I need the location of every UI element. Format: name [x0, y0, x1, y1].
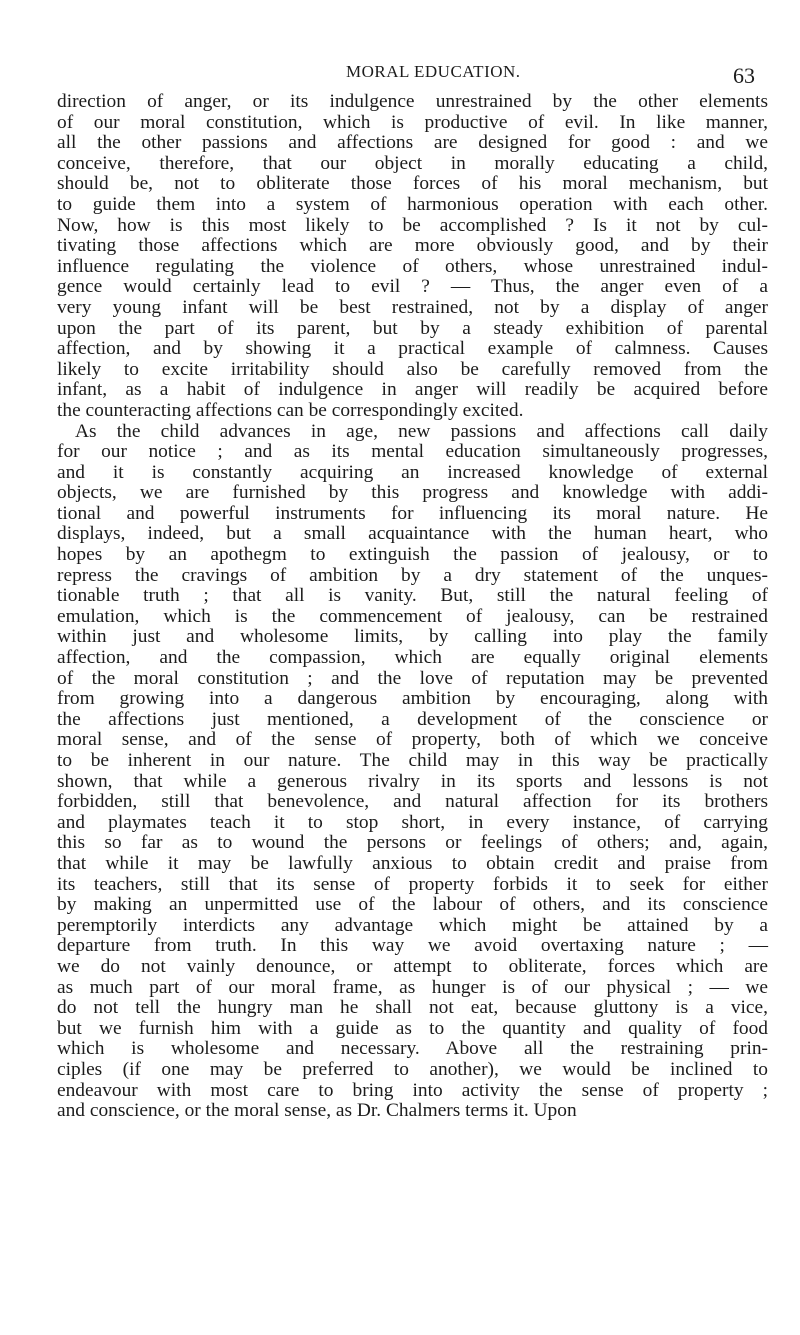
text-line: emulation, which is the commencement of jealousy, can be restrained [57, 605, 768, 627]
text-line: repress the cravings of ambition by a dry statement of the unques- [57, 564, 768, 586]
text-line: which is wholesome and necessary. Above all the restraining prin- [57, 1038, 768, 1060]
text-line: this so far as to wound the persons or feelings of others; and, again, [57, 832, 768, 854]
text-line: tional and powerful instruments for influencing its moral nature. He [57, 502, 768, 524]
text-line: by making an unpermitted use of the labour of others, and its conscience [57, 894, 768, 916]
text-line: and it is constantly acquiring an increased knowledge of external [57, 461, 768, 483]
text-line: and playmates teach it to stop short, in every instance, of carrying [57, 811, 768, 833]
text-line: gence would certainly lead to evil ? — Thus, the anger even of a [57, 276, 768, 298]
text-line: upon the part of its parent, but by a steady exhibition of parental [57, 317, 768, 339]
text-line: within just and wholesome limits, by calling into play the family [57, 626, 768, 648]
text-line: moral sense, and of the sense of property, both of which we conceive [57, 729, 768, 751]
text-line: hopes by an apothegm to extinguish the passion of jealousy, or to [57, 544, 768, 566]
text-line: affection, and the compassion, which are equally original elements [57, 647, 768, 669]
text-line: endeavour with most care to bring into activity the sense of property ; [57, 1079, 768, 1101]
text-line: but we furnish him with a guide as to the quantity and quality of food [57, 1017, 768, 1039]
text-line: direction of anger, or its indulgence unrestrained by the other elements [57, 91, 768, 112]
text-line: all the other passions and affections are designed for good : and we [57, 132, 768, 154]
text-line: and conscience, or the moral sense, as Dr. Chalmers terms it. Upon [57, 1100, 577, 1122]
text-line: to be inherent in our nature. The child may in this way be practically [57, 750, 768, 771]
text-line: should be, not to obliterate those forces of his moral mechanism, but [57, 173, 768, 195]
text-line: the affections just mentioned, a development of the conscience or [57, 708, 768, 730]
text-line: displays, indeed, but a small acquaintance with the human heart, who [57, 523, 768, 545]
text-line: the counteracting affections can be correspondingly excited. [57, 399, 524, 421]
text-line: do not tell the hungry man he shall not eat, because gluttony is a vice, [57, 997, 768, 1019]
text-line: Now, how is this most likely to be accomplished ? Is it not by cul- [57, 214, 768, 236]
text-line: from growing into a dangerous ambition by encouraging, along with [57, 688, 768, 710]
text-line: its teachers, still that its sense of property forbids it to seek for either [57, 873, 768, 895]
text-line: that while it may be lawfully anxious to obtain credit and praise from [57, 852, 768, 874]
text-line: objects, we are furnished by this progress and knowledge with addi- [57, 482, 768, 504]
text-line: of our moral constitution, which is productive of evil. In like manner, [57, 111, 768, 133]
running-head: MORAL EDUCATION. [346, 62, 521, 81]
text-line: tivating those affections which are more obviously good, and by their [57, 235, 768, 257]
page-number: 63 [733, 63, 755, 88]
text-line: peremptorily interdicts any advantage which might be attained by a [57, 914, 768, 936]
text-line: to guide them into a system of harmonious operation with each other. [57, 193, 768, 215]
text-line: departure from truth. In this way we avoid overtaxing nature ; — [57, 935, 768, 957]
body-text [57, 92, 768, 1122]
text-line: for our notice ; and as its mental education simultaneously progresses, [57, 441, 768, 463]
text-line: we do not vainly denounce, or attempt to obliterate, forces which are [57, 955, 768, 977]
text-line: as much part of our moral frame, as hunger is of our physical ; — we [57, 976, 768, 998]
text-line: very young infant will be best restrained, not by a display of anger [57, 296, 768, 318]
text-line: forbidden, still that benevolence, and natural affection for its brothers [57, 791, 768, 813]
text-line: likely to excite irritability should also be carefully removed from the [57, 358, 768, 380]
text-line: ciples (if one may be preferred to another), we would be inclined to [57, 1058, 768, 1080]
text-line: influence regulating the violence of others, whose unrestrained indul- [57, 255, 768, 277]
text-line: shown, that while a generous rivalry in its sports and lessons is not [57, 770, 768, 792]
text-line: infant, as a habit of indulgence in anger will readily be acquired before [57, 379, 768, 401]
text-line: affection, and by showing it a practical example of calmness. Causes [57, 338, 768, 360]
text-line: of the moral constitution ; and the love of reputation may be prevented [57, 667, 768, 689]
text-line: tionable truth ; that all is vanity. But, still the natural feeling of [57, 585, 768, 607]
text-line: As the child advances in age, new passions and affections call daily [75, 420, 768, 442]
text-line: conceive, therefore, that our object in morally educating a child, [57, 152, 768, 174]
